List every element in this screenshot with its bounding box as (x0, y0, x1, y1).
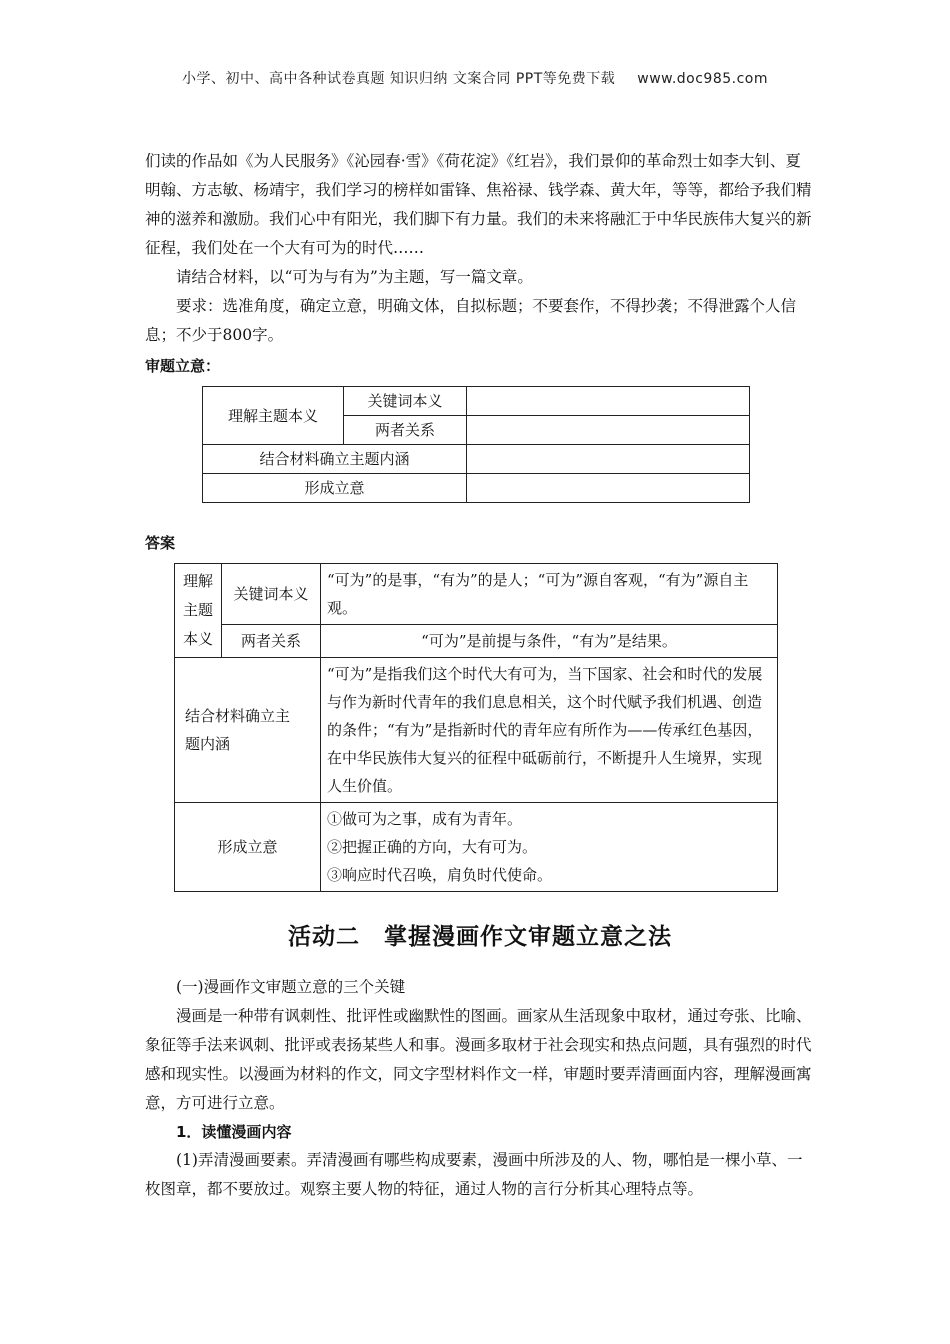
analysis-relation-cell: 两者关系 (344, 416, 467, 445)
answer-connotation-label: 结合材料确立主题内涵 (175, 658, 321, 803)
analysis-keyword-blank[interactable] (467, 387, 750, 416)
answer-conclusion-label: 形成立意 (175, 803, 321, 892)
answer-label: 答案 (145, 534, 176, 552)
analysis-relation-blank[interactable] (467, 416, 750, 445)
answer-connotation-text: “可为”是指我们这个时代大有可为，当下国家、社会和时代的发展与作为新时代青年的我们息息相关，这个时代赋予我们机遇、创造的条件；“有为”是指新时代的青年应有所作为——传承红色基因，在中华民族伟大复兴的征程中砥砺前行，不断提升人生境界，实现人生价值。 (321, 658, 778, 803)
answer-relation-label: 两者关系 (222, 625, 321, 658)
analysis-keyword-cell: 关键词本义 (344, 387, 467, 416)
section-title: 活动二 掌握漫画作文审题立意之法 (288, 924, 672, 950)
answer-understand-cell: 理解主题本义 (175, 564, 222, 658)
analysis-conclusion-cell: 形成立意 (203, 474, 467, 503)
analysis-conclusion-blank[interactable] (467, 474, 750, 503)
analysis-table (202, 386, 750, 503)
analysis-connotation-cell: 结合材料确立主题内涵 (203, 445, 467, 474)
material-paragraph: 们读的作品如《为人民服务》《沁园春·雪》《荷花淀》《红岩》，我们景仰的革命烈士如李大钊、夏明翰、方志敏、杨靖宇，我们学习的榜样如雷锋、焦裕禄、钱学森、黄大年，等等，都给予我们精神的滋养和激励。我们心中有阳光，我们脚下有力量。我们的未来将融汇于中华民族伟大复兴的新征程，我们处在一个大有可为的时代…… (145, 152, 812, 257)
analysis-understand-cell: 理解主题本义 (203, 387, 344, 445)
section-paragraph-2: (1)弄清漫画要素。弄清漫画有哪些构成要素，漫画中所涉及的人、物，哪怕是一棵小草、一枚图章，都不要放过。观察主要人物的特征，通过人物的言行分析其心理特点等。 (145, 1151, 803, 1198)
answer-conclusion-items (321, 803, 778, 892)
document-body (145, 147, 815, 1204)
header-text: 小学、初中、高中各种试卷真题 知识归纳 文案合同 PPT等免费下载 (181, 71, 616, 87)
header-site[interactable]: www.doc985.com (637, 71, 769, 87)
conclusion-item: ①做可为之事，成有为青年。 (327, 810, 523, 828)
writing-requirement: 要求：选准角度，确定立意，明确文体，自拟标题；不要套作，不得抄袭；不得泄露个人信息；不少于800字。 (145, 297, 797, 344)
answer-keyword-label: 关键词本义 (222, 564, 321, 625)
conclusion-item: ②把握正确的方向，大有可为。 (327, 838, 538, 856)
answer-keyword-text: “可为”的是事，“有为”的是人；“可为”源自客观，“有为”源自主观。 (321, 564, 778, 625)
answer-table (174, 563, 778, 892)
analysis-label: 审题立意： (145, 357, 221, 375)
section-heading: 1．读懂漫画内容 (176, 1123, 292, 1141)
writing-prompt: 请结合材料，以“可为与有为”为主题，写一篇文章。 (176, 268, 533, 286)
conclusion-item: ③响应时代召唤，肩负时代使命。 (327, 866, 553, 884)
page-header (0, 68, 950, 88)
answer-relation-text: “可为”是前提与条件，“有为”是结果。 (321, 625, 778, 658)
analysis-connotation-blank[interactable] (467, 445, 750, 474)
section-subtitle: (一)漫画作文审题立意的三个关键 (176, 978, 406, 996)
section-paragraph: 漫画是一种带有讽刺性、批评性或幽默性的图画。画家从生活现象中取材，通过夸张、比喻、象征等手法来讽刺、批评或表扬某些人和事。漫画多取材于社会现实和热点问题，具有强烈的时代感和现实性。以漫画为材料的作文，同文字型材料作文一样，审题时要弄清画面内容，理解漫画寓意，方可进行立意。 (145, 1007, 812, 1112)
